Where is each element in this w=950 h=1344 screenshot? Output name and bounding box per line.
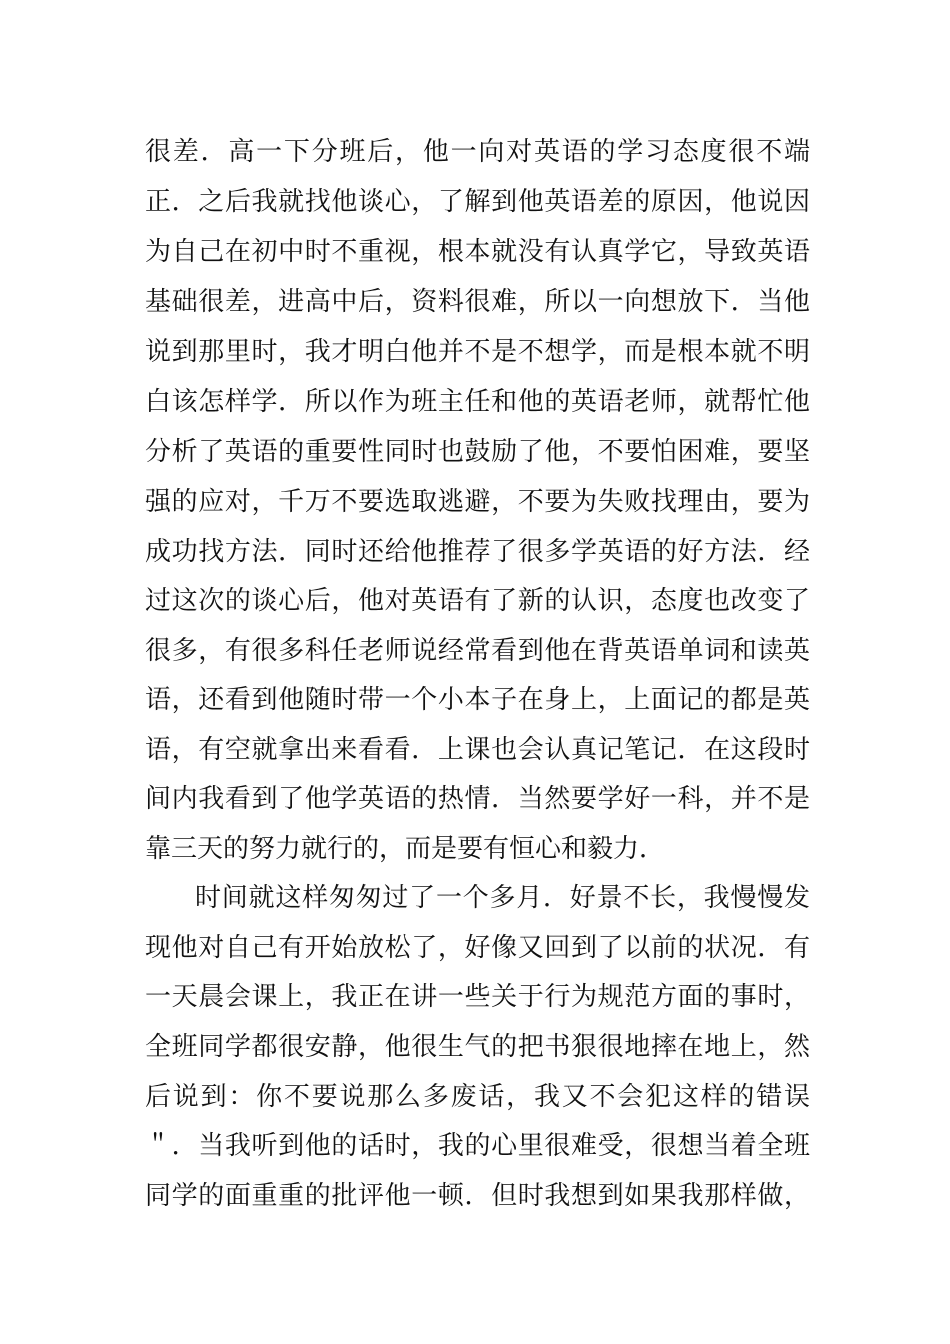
text-line: 说到那里时，我才明白他并不是不想学，而是根本就不明 xyxy=(145,337,810,367)
text-line: 后说到：你不要说那么多废话，我又不会犯这样的错误 xyxy=(145,1082,810,1112)
paragraph-end-line: 靠三天的努力就行的，而是要有恒心和毅力． xyxy=(145,834,666,864)
text-line: 很多，有很多科任老师说经常看到他在背英语单词和读英 xyxy=(145,636,810,666)
text-line: ＂．当我听到他的话时，我的心里很难受，很想当着全班 xyxy=(145,1131,810,1161)
text-line: 强的应对，千万不要选取逃避，不要为失败找理由，要为 xyxy=(145,487,810,517)
text-line: 过这次的谈心后，他对英语有了新的认识，态度也改变了 xyxy=(145,586,810,616)
paragraph-first-line: 时间就这样匆匆过了一个多月．好景不长，我慢慢发 xyxy=(195,883,810,913)
text-line: 正．之后我就找他谈心，了解到他英语差的原因，他说因 xyxy=(145,187,810,217)
text-line: 同学的面重重的批评他一顿．但时我想到如果我那样做， xyxy=(145,1181,810,1211)
text-line: 分析了英语的重要性同时也鼓励了他，不要怕困难，要坚 xyxy=(145,437,810,467)
text-line: 成功找方法．同时还给他推荐了很多学英语的好方法．经 xyxy=(145,537,810,567)
text-line: 一天晨会课上，我正在讲一些关于行为规范方面的事时， xyxy=(145,982,810,1012)
text-line: 基础很差，进高中后，资料很难，所以一向想放下．当他 xyxy=(145,287,810,317)
text-line: 白该怎样学．所以作为班主任和他的英语老师，就帮忙他 xyxy=(145,387,810,417)
text-line: 全班同学都很安静，他很生气的把书狠很地摔在地上，然 xyxy=(145,1032,810,1062)
text-line: 语，还看到他随时带一个小本子在身上，上面记的都是英 xyxy=(145,685,810,715)
text-line: 很差．高一下分班后，他一向对英语的学习态度很不端 xyxy=(145,137,810,167)
text-line: 为自己在初中时不重视，根本就没有认真学它，导致英语 xyxy=(145,237,810,267)
text-line: 间内我看到了他学英语的热情．当然要学好一科，并不是 xyxy=(145,784,810,814)
text-line: 现他对自己有开始放松了，好像又回到了以前的状况．有 xyxy=(145,933,810,963)
text-line: 语，有空就拿出来看看．上课也会认真记笔记．在这段时 xyxy=(145,735,810,765)
